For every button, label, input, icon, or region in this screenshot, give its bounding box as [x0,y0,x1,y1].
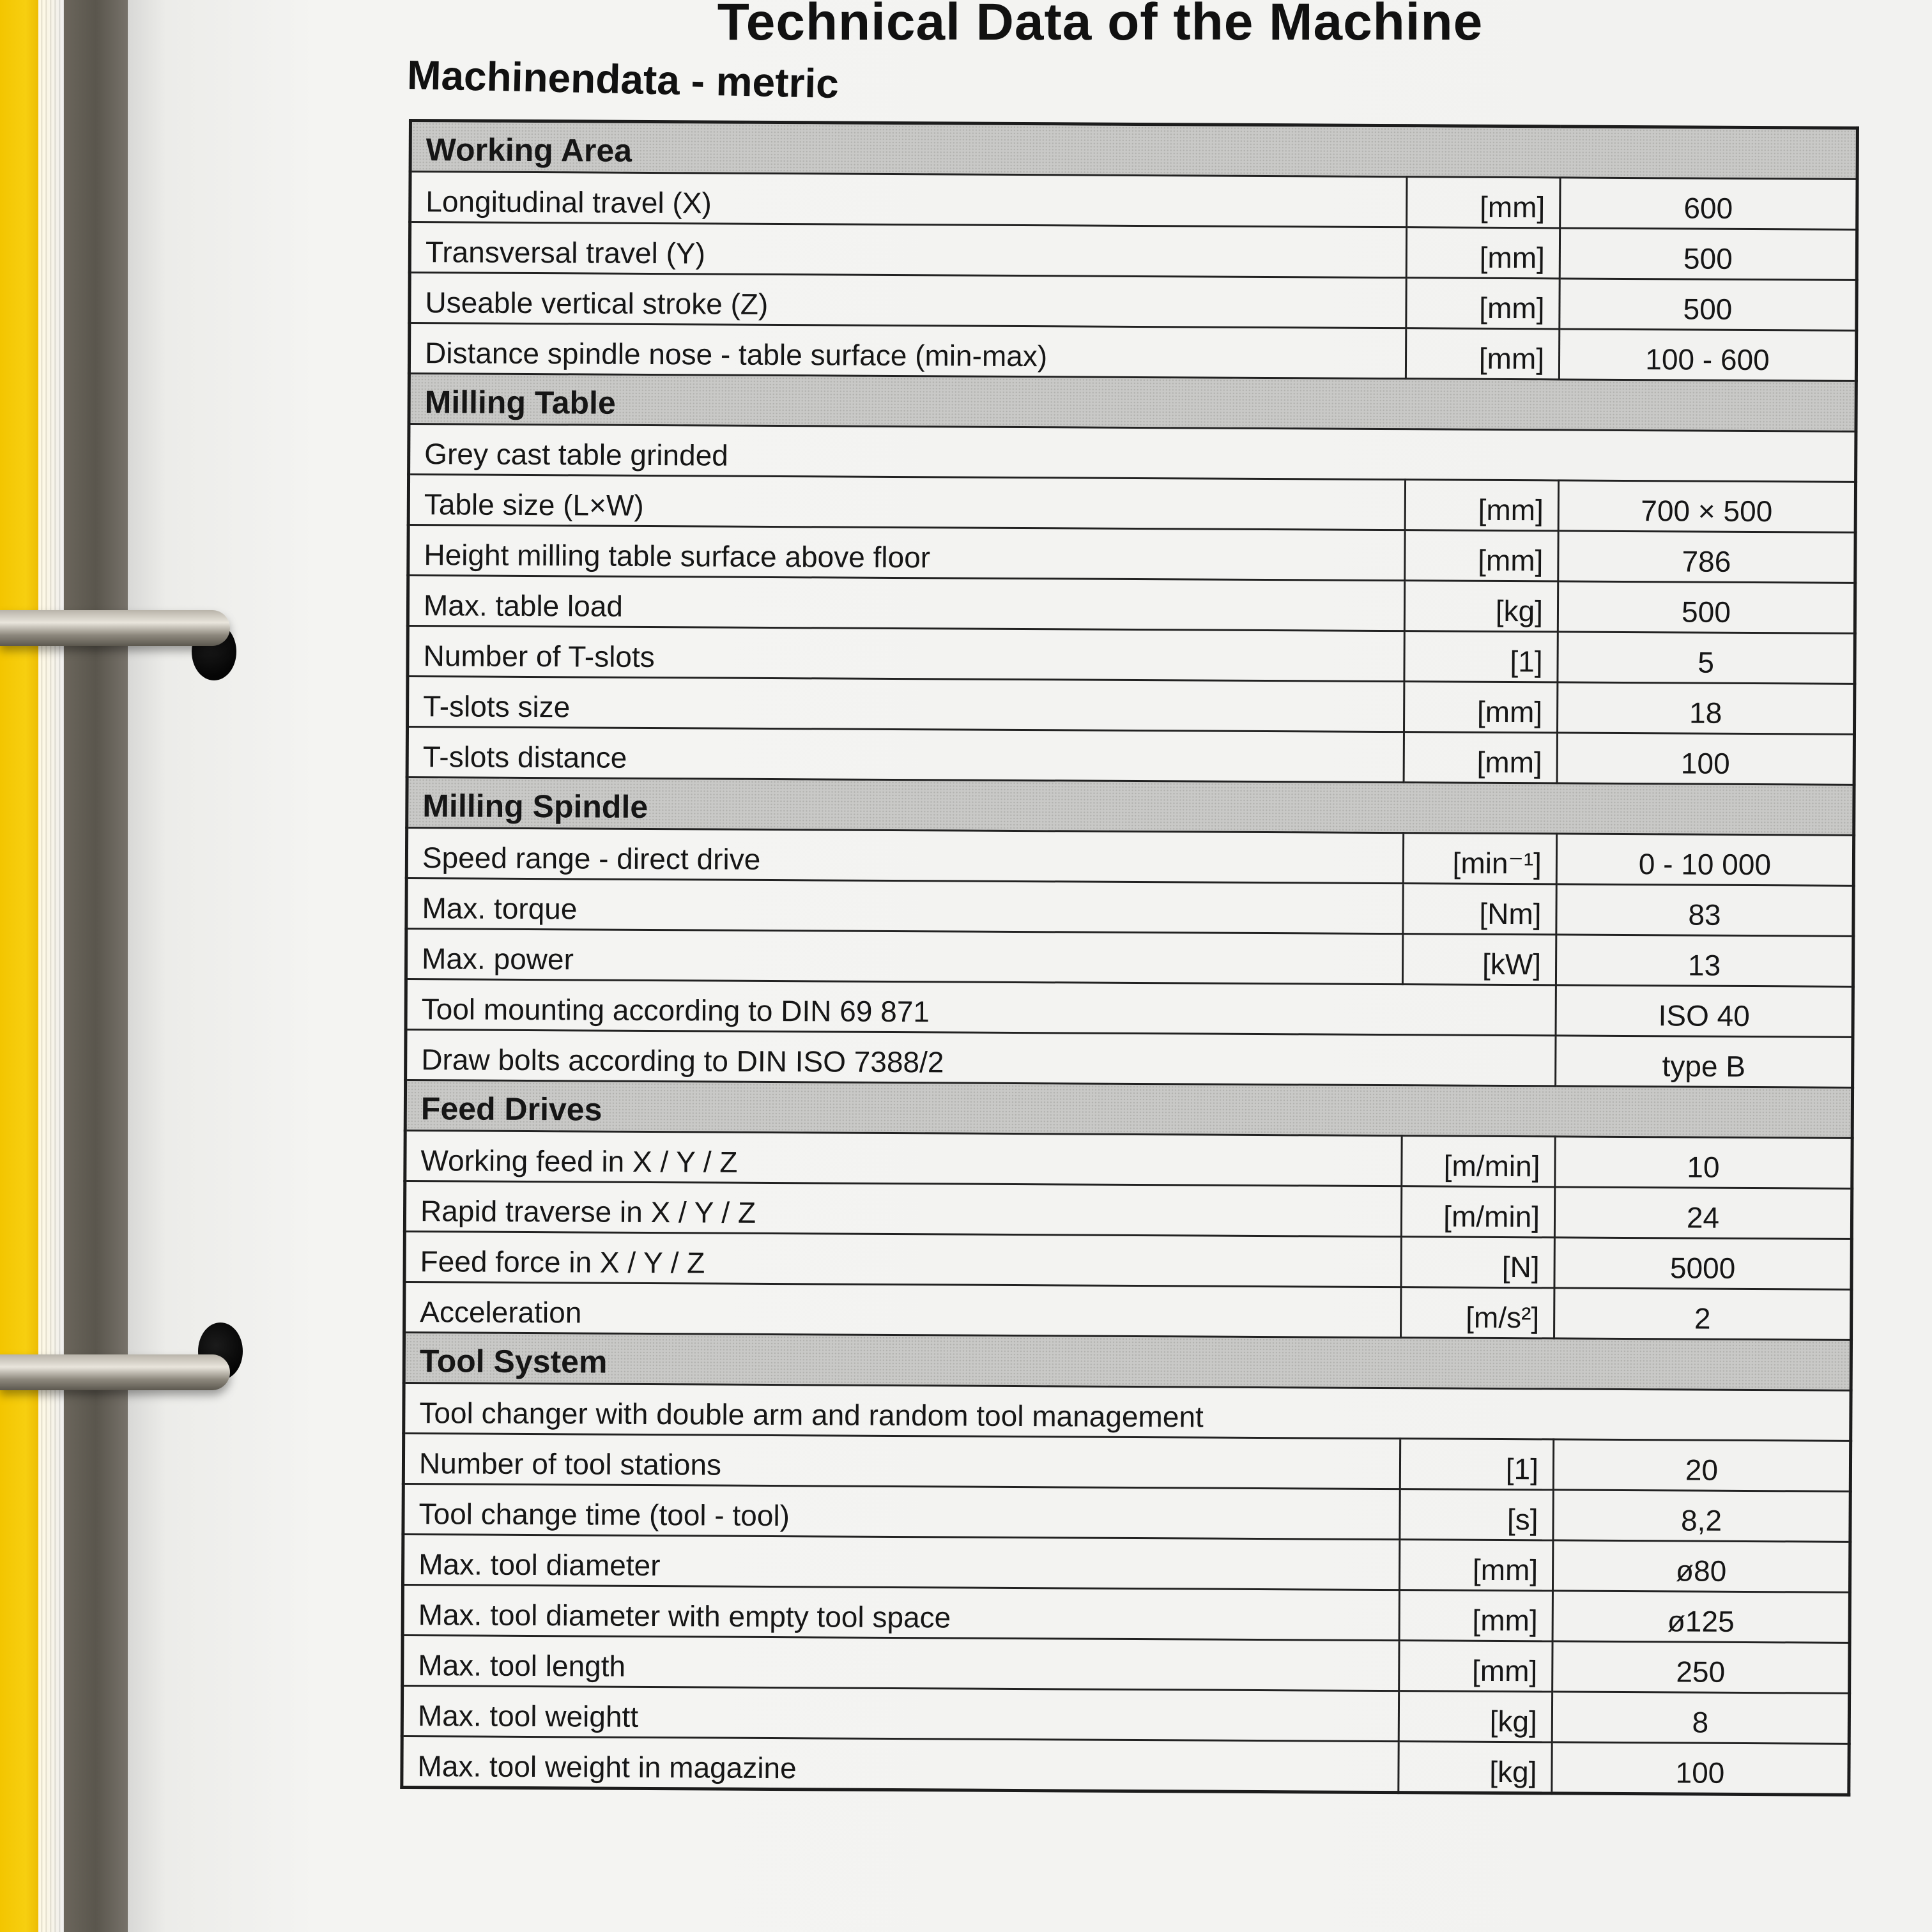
spec-value: 83 [1556,884,1853,936]
spec-value: ø125 [1552,1591,1850,1643]
spec-value: 500 [1560,279,1857,330]
spec-value: 8,2 [1553,1490,1850,1542]
spec-value: 8 [1552,1692,1849,1744]
spec-value: 500 [1558,581,1855,633]
spec-unit: [kW] [1402,934,1556,985]
spec-unit: [kg] [1404,581,1558,632]
spec-row [410,273,1857,331]
section-header [405,1080,1852,1138]
spec-value: 100 [1552,1742,1849,1795]
spec-name: Max. tool diameter [402,1534,1399,1590]
spec-row [402,1685,1849,1744]
section-header [407,777,1854,835]
spec-value: 18 [1557,682,1854,734]
spec-unit: [mm] [1406,227,1560,279]
spec-value: 600 [1560,178,1857,229]
spec-name: Acceleration [404,1282,1401,1337]
spec-name: T-slots distance [407,727,1404,783]
spec-row [403,1433,1850,1491]
page-subtitle: Machinendata - metric [406,51,839,107]
spec-unit: [1] [1404,631,1558,682]
spec-value: 786 [1558,531,1855,583]
spec-value: 5000 [1554,1238,1851,1289]
spec-unit: [mm] [1405,480,1558,531]
spec-unit: [s] [1400,1489,1553,1540]
spec-name: Grey cast table grinded [409,424,1856,482]
spec-unit: [N] [1401,1237,1554,1288]
spec-row [409,323,1856,381]
spec-row [403,1483,1850,1542]
spec-row [409,424,1856,482]
paper-stack-edge [38,0,64,1932]
spec-row [408,576,1855,634]
spec-row [405,1130,1852,1188]
spec-row [404,1383,1851,1441]
spec-value: 10 [1555,1137,1852,1188]
spec-row [404,1181,1851,1239]
spec-name: Height milling table surface above floor [408,525,1405,581]
spec-name: Working feed in X / Y / Z [405,1130,1402,1186]
spec-name: T-slots size [408,677,1404,732]
spec-value: ISO 40 [1556,985,1853,1037]
spec-name: Table size (L×W) [408,475,1405,530]
spec-name: Max. tool weight in magazine [402,1736,1399,1792]
section-header [404,1332,1851,1390]
spec-value: 100 [1557,733,1854,785]
spec-row [402,1584,1850,1643]
spec-value: ø80 [1552,1540,1850,1592]
spec-name: Transversal travel (Y) [410,222,1406,278]
spec-unit: [mm] [1404,732,1557,783]
spec-name: Number of tool stations [403,1433,1400,1489]
spec-name: Max. table load [408,576,1404,631]
spec-name: Draw bolts according to DIN ISO 7388/2 [406,1029,1556,1085]
section-header [409,374,1856,432]
binder-ring-upper [0,610,230,646]
spec-row [407,727,1854,785]
spec-name: Distance spindle nose - table surface (min-max) [409,323,1406,379]
spec-unit: [1] [1400,1439,1553,1490]
spec-sheet [400,119,1856,1797]
section-title: Milling Table [409,374,1856,432]
spec-name: Max. tool length [402,1635,1399,1690]
spec-unit: [kg] [1399,1742,1552,1793]
spec-row [402,1635,1850,1693]
spec-row [406,827,1853,885]
document-page [128,0,1932,1932]
section-title: Tool System [404,1332,1851,1390]
spec-row [406,878,1853,936]
spec-unit: [m/min] [1402,1136,1555,1187]
section-title: Working Area [410,121,1857,180]
spec-name: Rapid traverse in X / Y / Z [404,1181,1401,1236]
spec-unit: [mm] [1399,1540,1552,1591]
spec-unit: [m/s²] [1401,1287,1554,1338]
spec-name: Max. power [406,928,1402,984]
spec-value: 2 [1554,1288,1851,1340]
spec-unit: [kg] [1399,1691,1552,1742]
spec-table-body [402,121,1858,1795]
spec-value: 13 [1556,935,1853,986]
spec-unit: [mm] [1406,278,1560,329]
spec-row [408,525,1855,583]
spec-unit: [min⁻¹] [1403,833,1556,884]
spec-value: 700 × 500 [1558,480,1855,532]
spec-row [404,1231,1851,1289]
spec-row [402,1736,1849,1795]
spec-value: 100 - 600 [1559,329,1856,381]
spec-row [402,1534,1850,1592]
spec-name: Longitudinal travel (X) [410,172,1407,227]
spec-name: Max. torque [406,878,1403,933]
spec-name: Max. tool diameter with empty tool space [402,1584,1399,1640]
spec-value: 24 [1554,1187,1851,1239]
section-title: Milling Spindle [407,777,1854,835]
spec-row [406,979,1853,1037]
spec-name: Feed force in X / Y / Z [404,1231,1401,1287]
spec-name: Useable vertical stroke (Z) [410,273,1406,328]
spec-row [410,222,1857,280]
spec-unit: [mm] [1407,177,1560,228]
binder-ring-lower [0,1354,230,1390]
spec-unit: [mm] [1399,1641,1552,1692]
section-header [410,121,1857,180]
spec-unit: [Nm] [1403,884,1556,935]
spec-row [408,475,1855,533]
binder-spine [0,0,147,1932]
spec-value: 5 [1558,632,1855,684]
spec-name: Tool mounting according to DIN 69 871 [406,979,1556,1035]
spec-value: type B [1556,1036,1853,1087]
spec-row [408,677,1855,735]
spec-value: 0 - 10 000 [1556,834,1853,885]
page-title: Technical Data of the Machine [717,0,1483,51]
spec-name: Max. tool weightt [402,1685,1399,1741]
spec-value: 500 [1560,228,1857,280]
spec-unit: [m/min] [1401,1186,1554,1238]
spec-name: Speed range - direct drive [406,827,1403,883]
spec-row [408,626,1855,684]
section-title: Feed Drives [405,1080,1852,1138]
spec-name: Tool changer with double arm and random tool management [404,1383,1851,1441]
spec-row [404,1282,1851,1340]
spec-unit: [mm] [1399,1590,1552,1641]
spec-unit: [mm] [1406,328,1559,379]
spec-unit: [mm] [1404,682,1557,733]
spec-row [406,1029,1853,1087]
spec-unit: [mm] [1405,530,1558,581]
spec-row [410,172,1857,230]
spec-name: Number of T-slots [408,626,1404,682]
spec-row [406,928,1853,986]
spec-value: 250 [1552,1641,1850,1693]
spec-name: Tool change time (tool - tool) [403,1483,1400,1539]
spec-table [400,119,1859,1797]
spec-value: 20 [1553,1439,1850,1491]
